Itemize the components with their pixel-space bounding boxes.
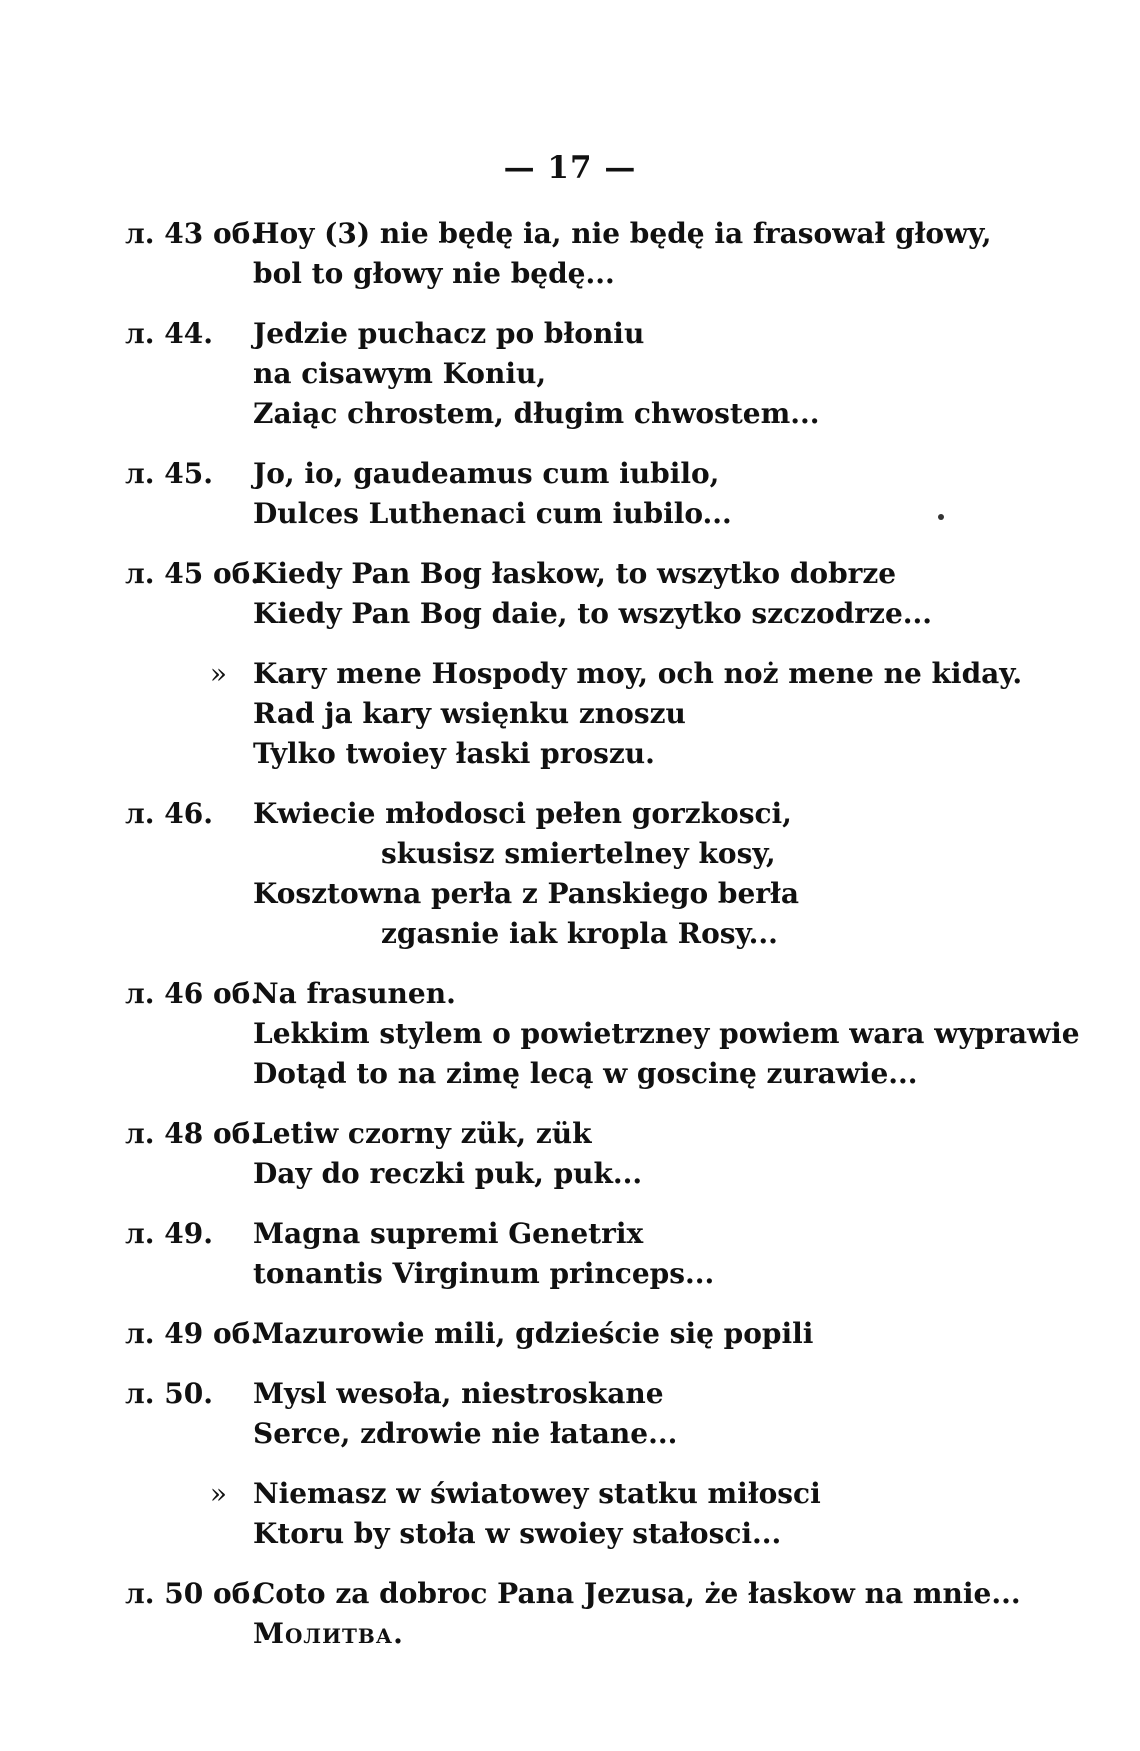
- text-line: Kwiecie młodosci pełen gorzkosci,: [253, 797, 792, 830]
- incipit-text: [253, 1474, 1125, 1554]
- folio-reference: л. 43 об.: [125, 217, 261, 250]
- folio-incipit-list: [125, 214, 1125, 1674]
- entry-folio-45: [125, 454, 1125, 534]
- text-line: Magna supremi Genetrix: [253, 1217, 644, 1250]
- text-line: Kiedy Pan Bog daie, to wszytko szczodrze...: [253, 597, 932, 630]
- text-line: Letiw czorny zük, zük: [253, 1117, 592, 1150]
- text-line: Rad ja kary wsięnku znoszu: [253, 697, 686, 730]
- incipit-text: [253, 1314, 1125, 1354]
- text-line: Lekkim stylem o powietrzney powiem wara wyprawie: [253, 1017, 1080, 1050]
- entry-folio-45v: [125, 554, 1125, 634]
- text-line: bol to głowy nie będę...: [253, 257, 615, 290]
- text-line-indented: skusisz smiertelney kosy,: [381, 837, 776, 870]
- incipit-text: [253, 554, 1125, 634]
- entry-folio-48v: [125, 1114, 1125, 1194]
- text-line: Coto za dobroc Pana Jezusa, że łaskow na mnie...: [253, 1577, 1021, 1610]
- folio-reference: л. 49 об.: [125, 1317, 261, 1350]
- text-line: Dotąd to na zimę lecą w goscinę zurawie...: [253, 1057, 918, 1090]
- text-line: Mysl wesoła, niestroskane: [253, 1377, 664, 1410]
- text-line: na cisawym Koniu,: [253, 357, 547, 390]
- text-line: Na frasunen.: [253, 977, 456, 1010]
- folio-reference: л. 50 об.: [125, 1577, 261, 1610]
- entry-folio-46: [125, 794, 1125, 954]
- incipit-text: [253, 1574, 1125, 1654]
- folio-reference: л. 46 об.: [125, 977, 261, 1010]
- folio-reference: л. 45.: [125, 457, 213, 490]
- text-line: Jo, io, gaudeamus cum iubilo,: [253, 457, 720, 490]
- print-speck: [938, 514, 944, 520]
- incipit-text: [253, 654, 1125, 774]
- folio-reference: л. 49.: [125, 1217, 213, 1250]
- text-line: Jedzie puchacz po błoniu: [253, 317, 645, 350]
- text-line: Hoy (3) nie będę ia, nie będę ia frasował głowy,: [253, 217, 992, 250]
- entry-folio-50v: [125, 1574, 1125, 1654]
- ditto-mark: »: [209, 1477, 227, 1510]
- text-line: Tylko twoiey łaski proszu.: [253, 737, 655, 770]
- text-line: Kary mene Hospody moy, och noż mene ne kiday.: [253, 657, 1023, 690]
- folio-reference: л. 46.: [125, 797, 213, 830]
- incipit-text: [253, 1114, 1125, 1194]
- entry-folio-50: [125, 1374, 1125, 1454]
- incipit-text: [253, 1374, 1125, 1454]
- text-line: Dulces Luthenaci cum iubilo...: [253, 497, 732, 530]
- incipit-text: [253, 1214, 1125, 1294]
- incipit-text: [253, 974, 1125, 1094]
- entry-folio-45v-ditto: [125, 654, 1125, 774]
- entry-folio-49v: [125, 1314, 1125, 1354]
- incipit-text: [253, 314, 1125, 434]
- entry-folio-49: [125, 1214, 1125, 1294]
- text-line: Kiedy Pan Bog łaskow, to wszytko dobrze: [253, 557, 897, 590]
- entry-folio-50-ditto: [125, 1474, 1125, 1554]
- text-line: Zaiąc chrostem, długim chwostem...: [253, 397, 820, 430]
- folio-reference: л. 48 об.: [125, 1117, 261, 1150]
- text-line: Kosztowna perła z Panskiego berła: [253, 877, 799, 910]
- text-line: Niemasz w światowey statku miłosci: [253, 1477, 821, 1510]
- entry-folio-44: [125, 314, 1125, 434]
- folio-reference: л. 44.: [125, 317, 213, 350]
- entry-folio-43v: [125, 214, 1125, 294]
- text-line: tonantis Virginum princeps...: [253, 1257, 715, 1290]
- ditto-mark: »: [209, 657, 227, 690]
- incipit-text: [253, 214, 1125, 294]
- text-line: Ktoru by stoła w swoiey stałosci...: [253, 1517, 782, 1550]
- text-line: Mazurowie mili, gdzieście się popili: [253, 1317, 814, 1350]
- text-line: Serce, zdrowie nie łatane...: [253, 1417, 678, 1450]
- entry-folio-46v: [125, 974, 1125, 1094]
- page-number: — 17 —: [503, 150, 637, 186]
- folio-reference: л. 50.: [125, 1377, 213, 1410]
- prayer-heading: Молитва.: [253, 1617, 404, 1650]
- text-line-indented: zgasnie iak kropla Rosy...: [381, 917, 778, 950]
- incipit-text: [253, 454, 1125, 534]
- folio-reference: л. 45 об.: [125, 557, 261, 590]
- text-line: Day do reczki puk, puk...: [253, 1157, 643, 1190]
- incipit-text: [253, 794, 1125, 954]
